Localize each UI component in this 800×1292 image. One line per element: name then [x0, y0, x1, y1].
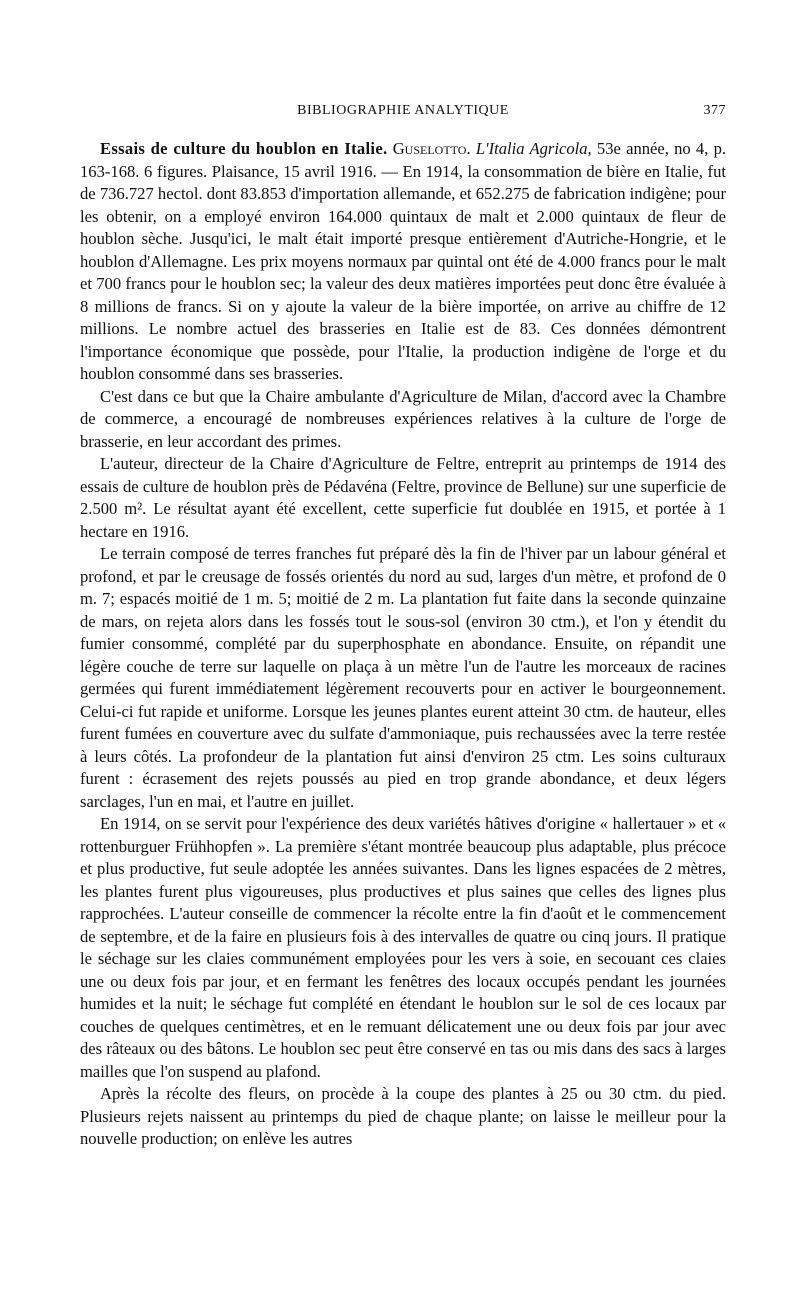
running-title: BIBLIOGRAPHIE ANALYTIQUE: [297, 103, 509, 118]
journal-name: L'Italia Agricola,: [475, 139, 592, 158]
article-citation-text: 53e année, no 4, p. 163-168. 6 figures. Plaisance, 15 avril 1916. — En 1914, la consommation de bière en Italie, fut de 736.727 hectol. dont 83.853 d'importation allemande, et 652.275 de fabrication indigène; pour les obtenir, on a employé environ 164.000 quintaux de malt et 2.000 quintaux de fleur de houblon sèche. Jusqu'ici, le malt était importé presque entièrement d'Autriche-Hongrie, et le houblon d'Allemagne. Les prix moyens normaux par quintal ont été de 4.000 francs pour le malt et 700 francs pour le houblon sec; la valeur des deux matières importées peut donc être évaluée à 8 millions de francs. Si on y ajoute la valeur de la bière importée, on arrive au chiffre de 12 millions. Le nombre actuel des brasseries en Italie est de 83. Ces données démontrent l'importance économique que possède, pour l'Italie, la production indigène de l'orge et du houblon consommé dans ses brasseries.: [80, 139, 727, 383]
document-page: [80, 100, 726, 1151]
body-paragraph: Après la récolte des fleurs, on procède à la coupe des plantes à 25 ou 30 ctm. du pied. Plusieurs rejets naissent au printemps du pied de chaque plante; on laisse le meilleur pour la nouvelle production; on enlève les autres: [80, 1084, 726, 1148]
article-intro-paragraph: [80, 138, 726, 386]
running-header: [80, 100, 726, 122]
body-paragraph: L'auteur, directeur de la Chaire d'Agriculture de Feltre, entreprit au printemps de 1914 des essais de culture de houblon près de Pédavéna (Feltre, province de Bellune) sur une superficie de 2.500 m². Le résultat ayant été excellent, cette superficie fut doublée en 1915, et portée à 1 hectare en 1916.: [80, 454, 726, 541]
article-title: Essais de culture du houblon en Italie.: [100, 139, 388, 158]
body-paragraph: C'est dans ce but que la Chaire ambulante d'Agriculture de Milan, d'accord avec la Chambre de commerce, a encouragé de nombreuses expériences relatives à la culture de l'orge de brasserie, en leur accordant des primes.: [80, 386, 726, 451]
body-paragraph: Le terrain composé de terres franches fut préparé dès la fin de l'hiver par un labour général et profond, et par le creusage de fossés orientés du nord au sud, larges d'un mètre, et profond de 0 m. 7; espacés moitié de 1 m. 5; moitié de 2 m. La plantation fut faite dans la seconde quinzaine de mars, on rejeta alors dans les fossés tout le sous-sol (environ 30 ctm.), et l'on y étendit du fumier consommé, complété par du superphosphate en abondance. Ensuite, on répandit une légère couche de terre sur laquelle on plaça à un mètre l'un de l'autre les morceaux de racines germées qui furent immédiatement légèrement recouverts pour en activer le bourgeonnement. Celui-ci fut rapide et uniforme. Lorsque les jeunes plantes eurent atteint 30 ctm. de hauteur, elles furent fumées en couverture avec du sulfate d'ammoniaque, puis rechaussées avec la terre restée à leurs côtés. La profondeur de la plantation fut ainsi d'environ 25 ctm. Les soins culturaux furent : écrasement des rejets poussés au pied en trop grande abondance, et deux légers sarclages, l'un en mai, et l'autre en juillet.: [80, 544, 726, 811]
body-paragraph: En 1914, on se servit pour l'expérience des deux variétés hâtives d'origine « hallertauer » et « rottenburguer Frühhopfen ». La première s'étant montrée beaucoup plus adaptable, plus précoce et plus productive, fut seule adoptée les années suivantes. Dans les lignes espacées de 2 mètres, les plantes furent plus vigoureuses, plus productives et plus saines que celles des lignes plus rapprochées. L'auteur conseille de commencer la récolte entre la fin d'août et le commencement de septembre, et de la faire en plusieurs fois à des intervalles de quatre ou cinq jours. Il pratique le séchage sur les claies communément employées pour les vers à soie, en secouant ces claies une ou deux fois par jour, et en fermant les fenêtres des locaux occupés pendant les journées humides et la nuit; le séchage fut complété en étendant le houblon sur le sol de ces locaux par couches de quelques centimètres, et en le remuant délicatement une ou deux fois par jour avec des râteaux ou des bâtons. Le houblon sec peut être conservé en tas ou mis dans des sacs à larges mailles que l'on suspend au plafond.: [80, 814, 726, 1081]
article-author: Guselotto.: [392, 139, 471, 158]
page-number: 377: [703, 103, 726, 118]
